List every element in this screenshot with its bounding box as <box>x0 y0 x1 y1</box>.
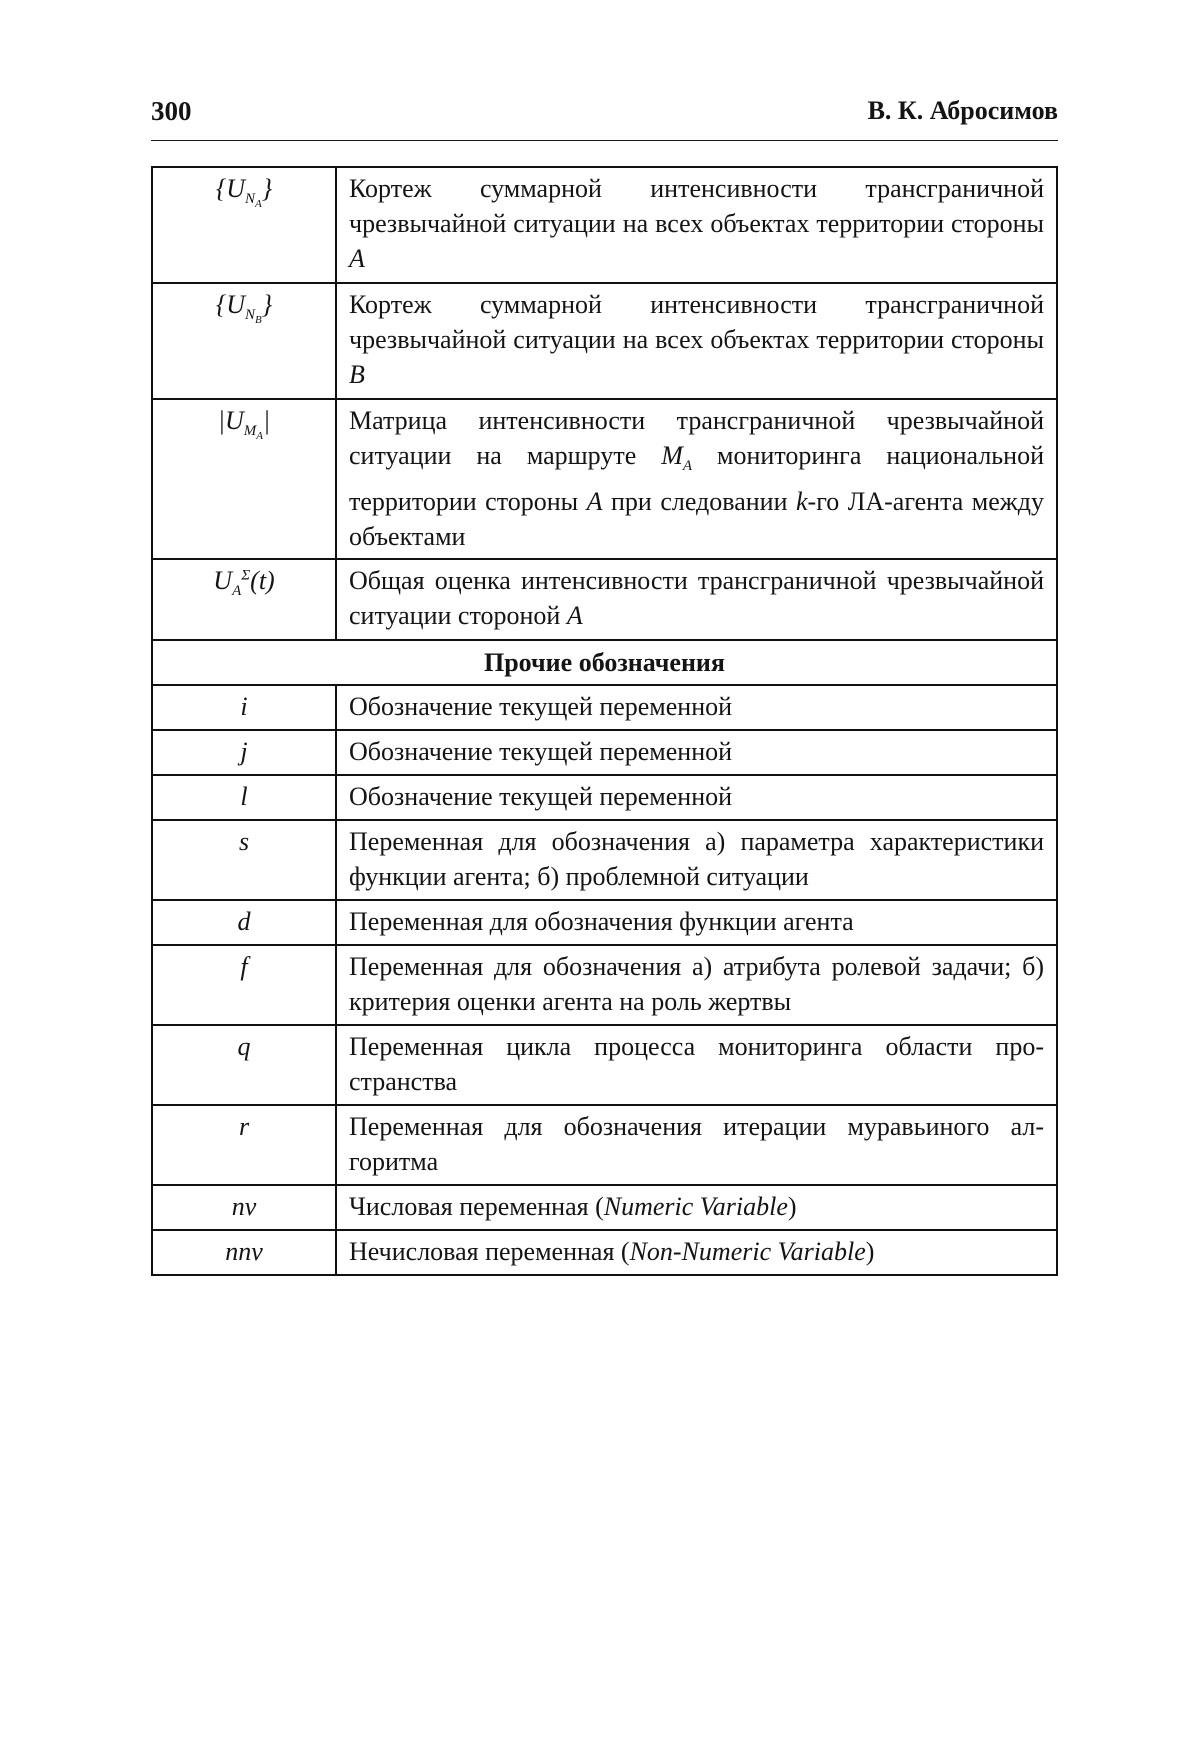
description-cell: Обозначение текущей переменной <box>336 685 1057 730</box>
description-cell: Обозначение текущей переменной <box>336 775 1057 820</box>
symbol-cell: nv <box>152 1185 336 1230</box>
running-head: В. К. Абросимов <box>868 96 1058 126</box>
table-row <box>152 1025 1057 1105</box>
description-cell: Переменная цикла процесса мониторинга области про­странства <box>336 1025 1057 1105</box>
table-row <box>152 730 1057 775</box>
table-row <box>152 685 1057 730</box>
symbol-cell: d <box>152 900 336 945</box>
symbol-cell: f <box>152 945 336 1025</box>
section-row <box>152 640 1057 685</box>
symbol-cell: nnv <box>152 1230 336 1275</box>
page-number: 300 <box>151 96 192 127</box>
table-row <box>152 820 1057 900</box>
table-row <box>152 1105 1057 1185</box>
table-row <box>152 167 1057 283</box>
description-cell: Обозначение текущей переменной <box>336 730 1057 775</box>
symbol-cell: i <box>152 685 336 730</box>
symbol-cell: q <box>152 1025 336 1105</box>
notation-table <box>151 166 1058 1276</box>
table-row <box>152 900 1057 945</box>
description-cell: Переменная для обозначения а) атрибута ролевой зада­чи; б) критерия оценки агента на роль жертвы <box>336 945 1057 1025</box>
description-cell: Матрица интенсивности трансграничной чрезвычайной ситуации на маршруте MA мониторинга национальной территории стороны A при следовании k-го ЛА-агента между объектами <box>336 399 1057 559</box>
symbol-cell: s <box>152 820 336 900</box>
section-title: Прочие обозначения <box>152 640 1057 685</box>
table-row <box>152 1185 1057 1230</box>
symbol-cell: r <box>152 1105 336 1185</box>
description-cell: Числовая переменная (Numeric Variable) <box>336 1185 1057 1230</box>
description-cell: Переменная для обозначения а) параметра характери­стики функции агента; б) проблемной ситуации <box>336 820 1057 900</box>
symbol-cell: j <box>152 730 336 775</box>
description-cell: Кортеж суммарной интенсивности трансграничной чрезвычайной ситуации на всех объектах территории стороны A <box>336 167 1057 283</box>
description-cell: Кортеж суммарной интенсивности трансграничной чрезвычайной ситуации на всех объектах территории стороны B <box>336 283 1057 399</box>
table-row <box>152 775 1057 820</box>
symbol-cell: l <box>152 775 336 820</box>
symbol-cell: |UMA| <box>152 399 336 559</box>
table-row <box>152 559 1057 640</box>
table-row <box>152 945 1057 1025</box>
page-header <box>151 96 1058 141</box>
table-row <box>152 283 1057 399</box>
description-cell: Переменная для обозначения функции агента <box>336 900 1057 945</box>
table-row <box>152 1230 1057 1275</box>
description-cell: Общая оценка интенсивности трансграничной чрезвы­чайной ситуации стороной A <box>336 559 1057 640</box>
description-cell: Нечисловая переменная (Non-Numeric Variable) <box>336 1230 1057 1275</box>
table-row <box>152 399 1057 559</box>
symbol-cell: UAΣ(t) <box>152 559 336 640</box>
description-cell: Переменная для обозначения итерации муравьиного ал­горитма <box>336 1105 1057 1185</box>
symbol-cell: {UNA} <box>152 167 336 283</box>
symbol-cell: {UNB} <box>152 283 336 399</box>
